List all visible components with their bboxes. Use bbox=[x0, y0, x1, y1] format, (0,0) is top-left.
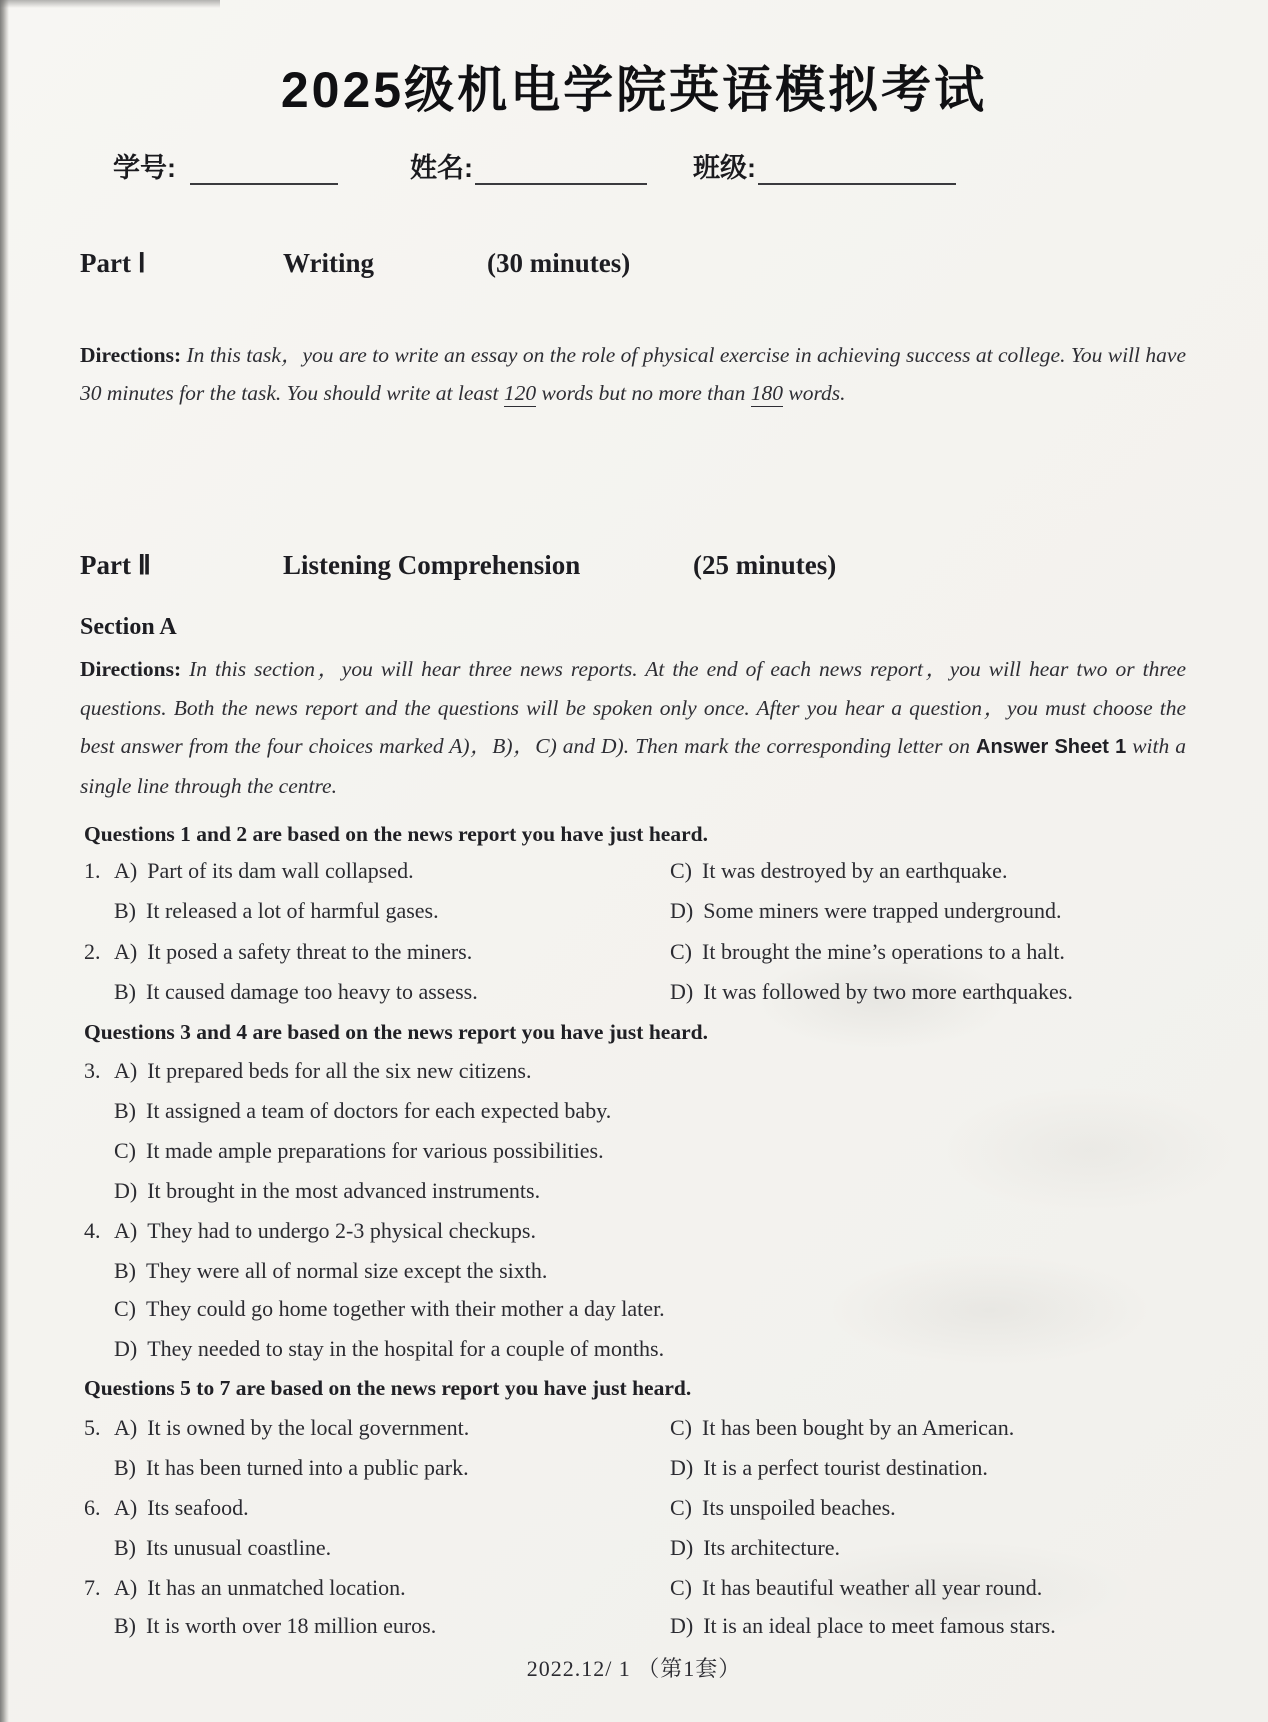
part1-directions-label: Directions: bbox=[80, 343, 182, 367]
q2-option-a bbox=[84, 939, 472, 965]
option-label-c: C) bbox=[114, 1138, 136, 1163]
q7-option-a bbox=[84, 1575, 406, 1601]
q6-option-a-text: Its seafood. bbox=[147, 1495, 249, 1520]
q5-option-d bbox=[670, 1455, 988, 1481]
option-label-d: D) bbox=[670, 979, 694, 1004]
q3-option-c bbox=[114, 1138, 604, 1164]
option-label-b: B) bbox=[114, 1455, 136, 1480]
part1-name: Writing bbox=[283, 248, 375, 278]
option-label-a: A) bbox=[114, 1218, 138, 1243]
q4-option-c bbox=[114, 1296, 665, 1322]
q1-number: 1. bbox=[84, 858, 101, 883]
part1-directions-text-1: In this task，you are to write an essay on the role of physical exercise in achieving success at college. You will have 30 minutes for the task. You should write at least bbox=[80, 343, 1186, 405]
q2-option-d bbox=[670, 979, 1073, 1005]
part2-time: (25 minutes) bbox=[693, 550, 837, 580]
q6-option-b bbox=[114, 1535, 331, 1561]
questions-5-7-heading: Questions 5 to 7 are based on the news report you have just heard. bbox=[84, 1376, 692, 1400]
part2-label: Part Ⅱ bbox=[80, 550, 152, 580]
q4-option-c-text: They could go home together with their mother a day later. bbox=[146, 1296, 665, 1321]
option-label-a: A) bbox=[114, 1415, 138, 1440]
q4-option-b-text: They were all of normal size except the sixth. bbox=[146, 1258, 548, 1283]
q1-option-a bbox=[84, 858, 414, 884]
q4-option-a bbox=[84, 1218, 536, 1244]
part1-time: (30 minutes) bbox=[487, 248, 631, 278]
q2-option-b bbox=[114, 979, 478, 1005]
q2-option-c-text: It brought the mine’s operations to a halt. bbox=[702, 939, 1065, 964]
option-label-a: A) bbox=[114, 1575, 138, 1600]
page-footer: 2022.12/ 1 （第1套） bbox=[526, 1656, 742, 1681]
q1-option-b-text: It released a lot of harmful gases. bbox=[146, 898, 439, 923]
q6-option-d bbox=[670, 1535, 840, 1561]
q6-option-c bbox=[670, 1495, 896, 1521]
q7-option-c-text: It has beautiful weather all year round. bbox=[702, 1575, 1043, 1600]
q3-option-d bbox=[114, 1178, 540, 1204]
name-blank bbox=[475, 153, 647, 185]
option-label-c: C) bbox=[670, 858, 692, 883]
q3-number: 3. bbox=[84, 1058, 101, 1083]
page-title: 2025级机电学院英语模拟考试 bbox=[280, 62, 988, 118]
q7-option-b-text: It is worth over 18 million euros. bbox=[146, 1613, 437, 1638]
q5-option-b bbox=[114, 1455, 469, 1481]
q5-option-d-text: It is a perfect tourist destination. bbox=[703, 1455, 988, 1480]
name-label: 姓名: bbox=[410, 153, 473, 183]
class-blank bbox=[758, 153, 956, 185]
q4-option-d-text: They needed to stay in the hospital for a couple of months. bbox=[147, 1336, 665, 1361]
q5-option-b-text: It has been turned into a public park. bbox=[146, 1455, 469, 1480]
q1-option-b bbox=[114, 898, 439, 924]
q2-option-a-text: It posed a safety threat to the miners. bbox=[147, 939, 473, 964]
option-label-a: A) bbox=[114, 939, 138, 964]
part2-name: Listening Comprehension bbox=[283, 550, 581, 580]
student-id-label: 学号: bbox=[113, 153, 176, 183]
q7-number: 7. bbox=[84, 1575, 101, 1600]
q7-option-a-text: It has an unmatched location. bbox=[147, 1575, 406, 1600]
q3-option-b-text: It assigned a team of doctors for each expected baby. bbox=[146, 1098, 612, 1123]
option-label-b: B) bbox=[114, 979, 136, 1004]
q6-number: 6. bbox=[84, 1495, 101, 1520]
q1-option-c bbox=[670, 858, 1007, 884]
part1-directions-text-3: words. bbox=[782, 381, 846, 405]
option-label-d: D) bbox=[670, 1535, 694, 1560]
section-a-directions-text-2: with a single line through the centre. bbox=[80, 734, 1186, 798]
q7-option-c bbox=[670, 1575, 1042, 1601]
q3-option-a-text: It prepared beds for all the six new citizens. bbox=[147, 1058, 532, 1083]
q4-option-b bbox=[114, 1258, 547, 1284]
section-a-heading: Section A bbox=[80, 614, 177, 640]
q6-option-d-text: Its architecture. bbox=[703, 1535, 841, 1560]
q5-option-a bbox=[84, 1415, 469, 1441]
q3-option-c-text: It made ample preparations for various possibilities. bbox=[146, 1138, 604, 1163]
section-a-directions-label: Directions: bbox=[80, 657, 182, 681]
q5-option-a-text: It is owned by the local government. bbox=[147, 1415, 470, 1440]
class-label: 班级: bbox=[693, 153, 756, 183]
option-label-c: C) bbox=[670, 1415, 692, 1440]
q1-option-c-text: It was destroyed by an earthquake. bbox=[702, 858, 1008, 883]
q5-option-c-text: It has been bought by an American. bbox=[702, 1415, 1015, 1440]
student-id-blank bbox=[190, 153, 338, 185]
questions-3-4-heading: Questions 3 and 4 are based on the news report you have just heard. bbox=[84, 1020, 708, 1044]
part1-heading bbox=[0, 248, 1268, 288]
q2-option-c bbox=[670, 939, 1065, 965]
q6-option-c-text: Its unspoiled beaches. bbox=[702, 1495, 896, 1520]
option-label-d: D) bbox=[114, 1336, 138, 1361]
student-info-row bbox=[113, 146, 956, 185]
option-label-c: C) bbox=[670, 1495, 692, 1520]
option-label-b: B) bbox=[114, 1098, 136, 1123]
q2-option-b-text: It caused damage too heavy to assess. bbox=[146, 979, 478, 1004]
option-label-a: A) bbox=[114, 1495, 138, 1520]
option-label-c: C) bbox=[670, 1575, 692, 1600]
option-label-d: D) bbox=[114, 1178, 138, 1203]
q7-option-d bbox=[670, 1613, 1056, 1639]
part1-directions bbox=[80, 336, 1186, 412]
part1-label: Part Ⅰ bbox=[80, 248, 146, 278]
q3-option-d-text: It brought in the most advanced instruments. bbox=[147, 1178, 541, 1203]
option-label-d: D) bbox=[670, 898, 694, 923]
option-label-b: B) bbox=[114, 1613, 136, 1638]
answer-sheet-ref: Answer Sheet 1 bbox=[976, 736, 1127, 758]
q2-option-d-text: It was followed by two more earthquakes. bbox=[703, 979, 1073, 1004]
q7-option-d-text: It is an ideal place to meet famous stars. bbox=[703, 1613, 1056, 1638]
q7-option-b bbox=[114, 1613, 436, 1639]
option-label-d: D) bbox=[670, 1613, 694, 1638]
q4-option-d bbox=[114, 1336, 664, 1362]
q3-option-a bbox=[84, 1058, 531, 1084]
option-label-a: A) bbox=[114, 858, 138, 883]
q5-option-c bbox=[670, 1415, 1014, 1441]
part2-heading bbox=[0, 550, 1268, 590]
questions-1-2-heading: Questions 1 and 2 are based on the news report you have just heard. bbox=[84, 822, 708, 846]
max-words-value: 180 bbox=[750, 381, 783, 405]
q6-option-a bbox=[84, 1495, 249, 1521]
q4-option-a-text: They had to undergo 2-3 physical checkups. bbox=[147, 1218, 536, 1243]
option-label-b: B) bbox=[114, 1535, 136, 1560]
scan-top-edge bbox=[0, 0, 220, 8]
option-label-d: D) bbox=[670, 1455, 694, 1480]
option-label-b: B) bbox=[114, 1258, 136, 1283]
min-words-value: 120 bbox=[503, 381, 537, 405]
q1-option-d bbox=[670, 898, 1061, 924]
option-label-a: A) bbox=[114, 1058, 138, 1083]
q3-option-b bbox=[114, 1098, 611, 1124]
part1-directions-text-2: words but no more than bbox=[536, 381, 751, 405]
q5-number: 5. bbox=[84, 1415, 101, 1440]
option-label-c: C) bbox=[114, 1296, 136, 1321]
q1-option-a-text: Part of its dam wall collapsed. bbox=[147, 858, 414, 883]
option-label-c: C) bbox=[670, 939, 692, 964]
q2-number: 2. bbox=[84, 939, 101, 964]
q1-option-d-text: Some miners were trapped underground. bbox=[703, 898, 1062, 923]
section-a-directions bbox=[80, 650, 1186, 805]
q6-option-b-text: Its unusual coastline. bbox=[146, 1535, 332, 1560]
option-label-b: B) bbox=[114, 898, 136, 923]
q4-number: 4. bbox=[84, 1218, 101, 1243]
section-a-directions-text-1: In this section，you will hear three news reports. At the end of each news report，you will hear two or three questions. Both the news report and the questions will be spoken only once. After you hear a question，you must choose the best answer from the four choices marked A)，B)，C) and D). Then mark the corresponding letter on bbox=[80, 657, 1187, 758]
